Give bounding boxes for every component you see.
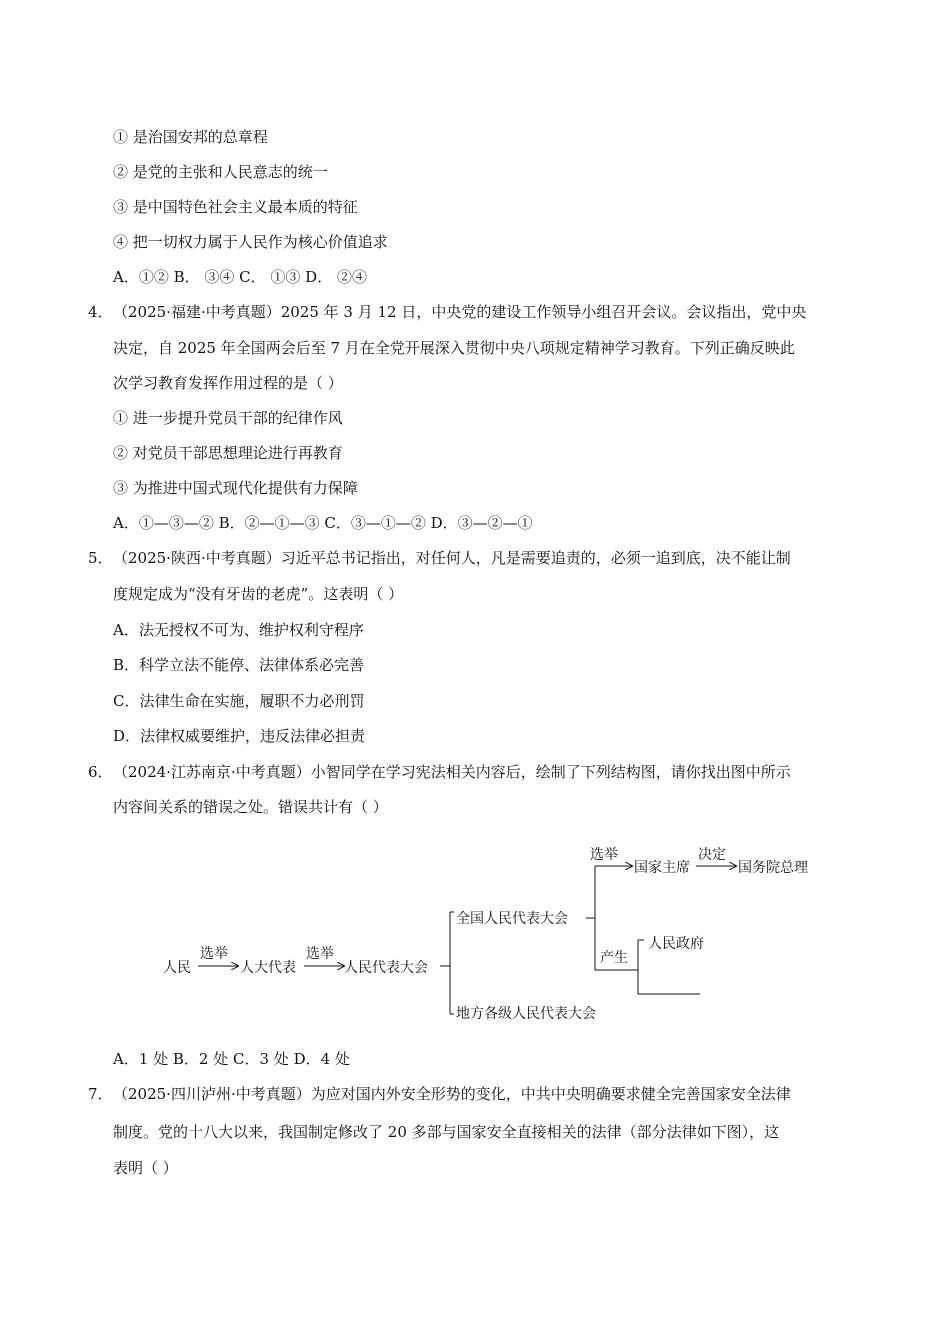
q3-options: A．①② B． ③④ C． ①③ D． ②④: [113, 268, 367, 286]
q7-stem-line-1: （2025·四川泸州·中考真题）为应对国内外安全形势的变化，中共中央明确要求健全完善国家安全法律: [113, 1085, 791, 1103]
structure-diagram: [160, 840, 840, 1030]
node-npc: 全国人民代表大会: [456, 911, 568, 927]
q6-number: 6．: [88, 763, 113, 781]
q5-option-c: C．法律生命在实施，履职不力必刑罚: [113, 692, 365, 710]
node-local-congress: 地方各级人民代表大会: [456, 1006, 596, 1022]
q4-stem-line-1: （2025·福建·中考真题）2025 年 3 月 12 日，中央党的建设工作领导小组召开会议。会议指出，党中央: [113, 303, 807, 321]
q3-statement-3: ③ 是中国特色社会主义最本质的特征: [113, 198, 358, 216]
q7-number: 7．: [88, 1085, 113, 1103]
q3-statement-2: ② 是党的主张和人民意志的统一: [113, 163, 328, 181]
q5-option-a: A．法无授权不可为、维护权利守程序: [113, 621, 364, 639]
node-congress: 人民代表大会: [344, 960, 428, 976]
node-government: 人民政府: [648, 936, 704, 952]
node-people: 人民: [163, 960, 191, 976]
q5-number: 5．: [88, 549, 113, 567]
q4-stem-line-2: 决定，自 2025 年全国两会后至 7 月在全党开展深入贯彻中央八项规定精神学习教育。下列正确反映此: [113, 339, 795, 357]
node-president: 国家主席: [634, 860, 690, 876]
label-produce: 产生: [600, 950, 628, 966]
label-decide: 决定: [698, 847, 726, 863]
q4-stem-line-3: 次学习教育发挥作用过程的是（ ）: [113, 374, 343, 392]
q4-options: A．①—③—② B．②—①—③ C．③—①—② D．③—②—①: [113, 514, 533, 532]
label-elect-3: 选举: [590, 847, 618, 863]
q5-option-b: B．科学立法不能停、法律体系必完善: [113, 656, 365, 674]
q6-stem-line-2: 内容间关系的错误之处。错误共计有（ ）: [113, 798, 388, 816]
q6-options: A．1 处 B．2 处 C．3 处 D．4 处: [113, 1050, 350, 1068]
q5-stem-line-1: （2025·陕西·中考真题）习近平总书记指出，对任何人，凡是需要追责的，必须一追到底，决不能让制: [113, 549, 791, 567]
q3-statement-1: ① 是治国安邦的总章程: [113, 128, 268, 146]
q5-stem-line-2: 度规定成为“没有牙齿的老虎”。这表明（ ）: [113, 585, 404, 603]
q3-statement-4: ④ 把一切权力属于人民作为核心价值追求: [113, 233, 388, 251]
q4-number: 4．: [88, 303, 113, 321]
q7-stem-line-3: 表明（ ）: [113, 1159, 178, 1177]
q4-statement-3: ③ 为推进中国式现代化提供有力保障: [113, 479, 358, 497]
node-deputies: 人大代表: [240, 960, 296, 976]
q5-option-d: D．法律权威要维护，违反法律必担责: [113, 727, 366, 745]
q4-statement-2: ② 对党员干部思想理论进行再教育: [113, 444, 343, 462]
q7-stem-line-2: 制度。党的十八大以来，我国制定修改了 20 多部与国家安全直接相关的法律（部分法律如下图），这: [113, 1123, 780, 1141]
label-elect-1: 选举: [200, 946, 228, 962]
q4-statement-1: ① 进一步提升党员干部的纪律作风: [113, 409, 343, 427]
label-elect-2: 选举: [306, 946, 334, 962]
node-premier: 国务院总理: [738, 860, 808, 876]
q6-stem-line-1: （2024·江苏南京·中考真题）小智同学在学习宪法相关内容后，绘制了下列结构图，请你找出图中所示: [113, 763, 791, 781]
